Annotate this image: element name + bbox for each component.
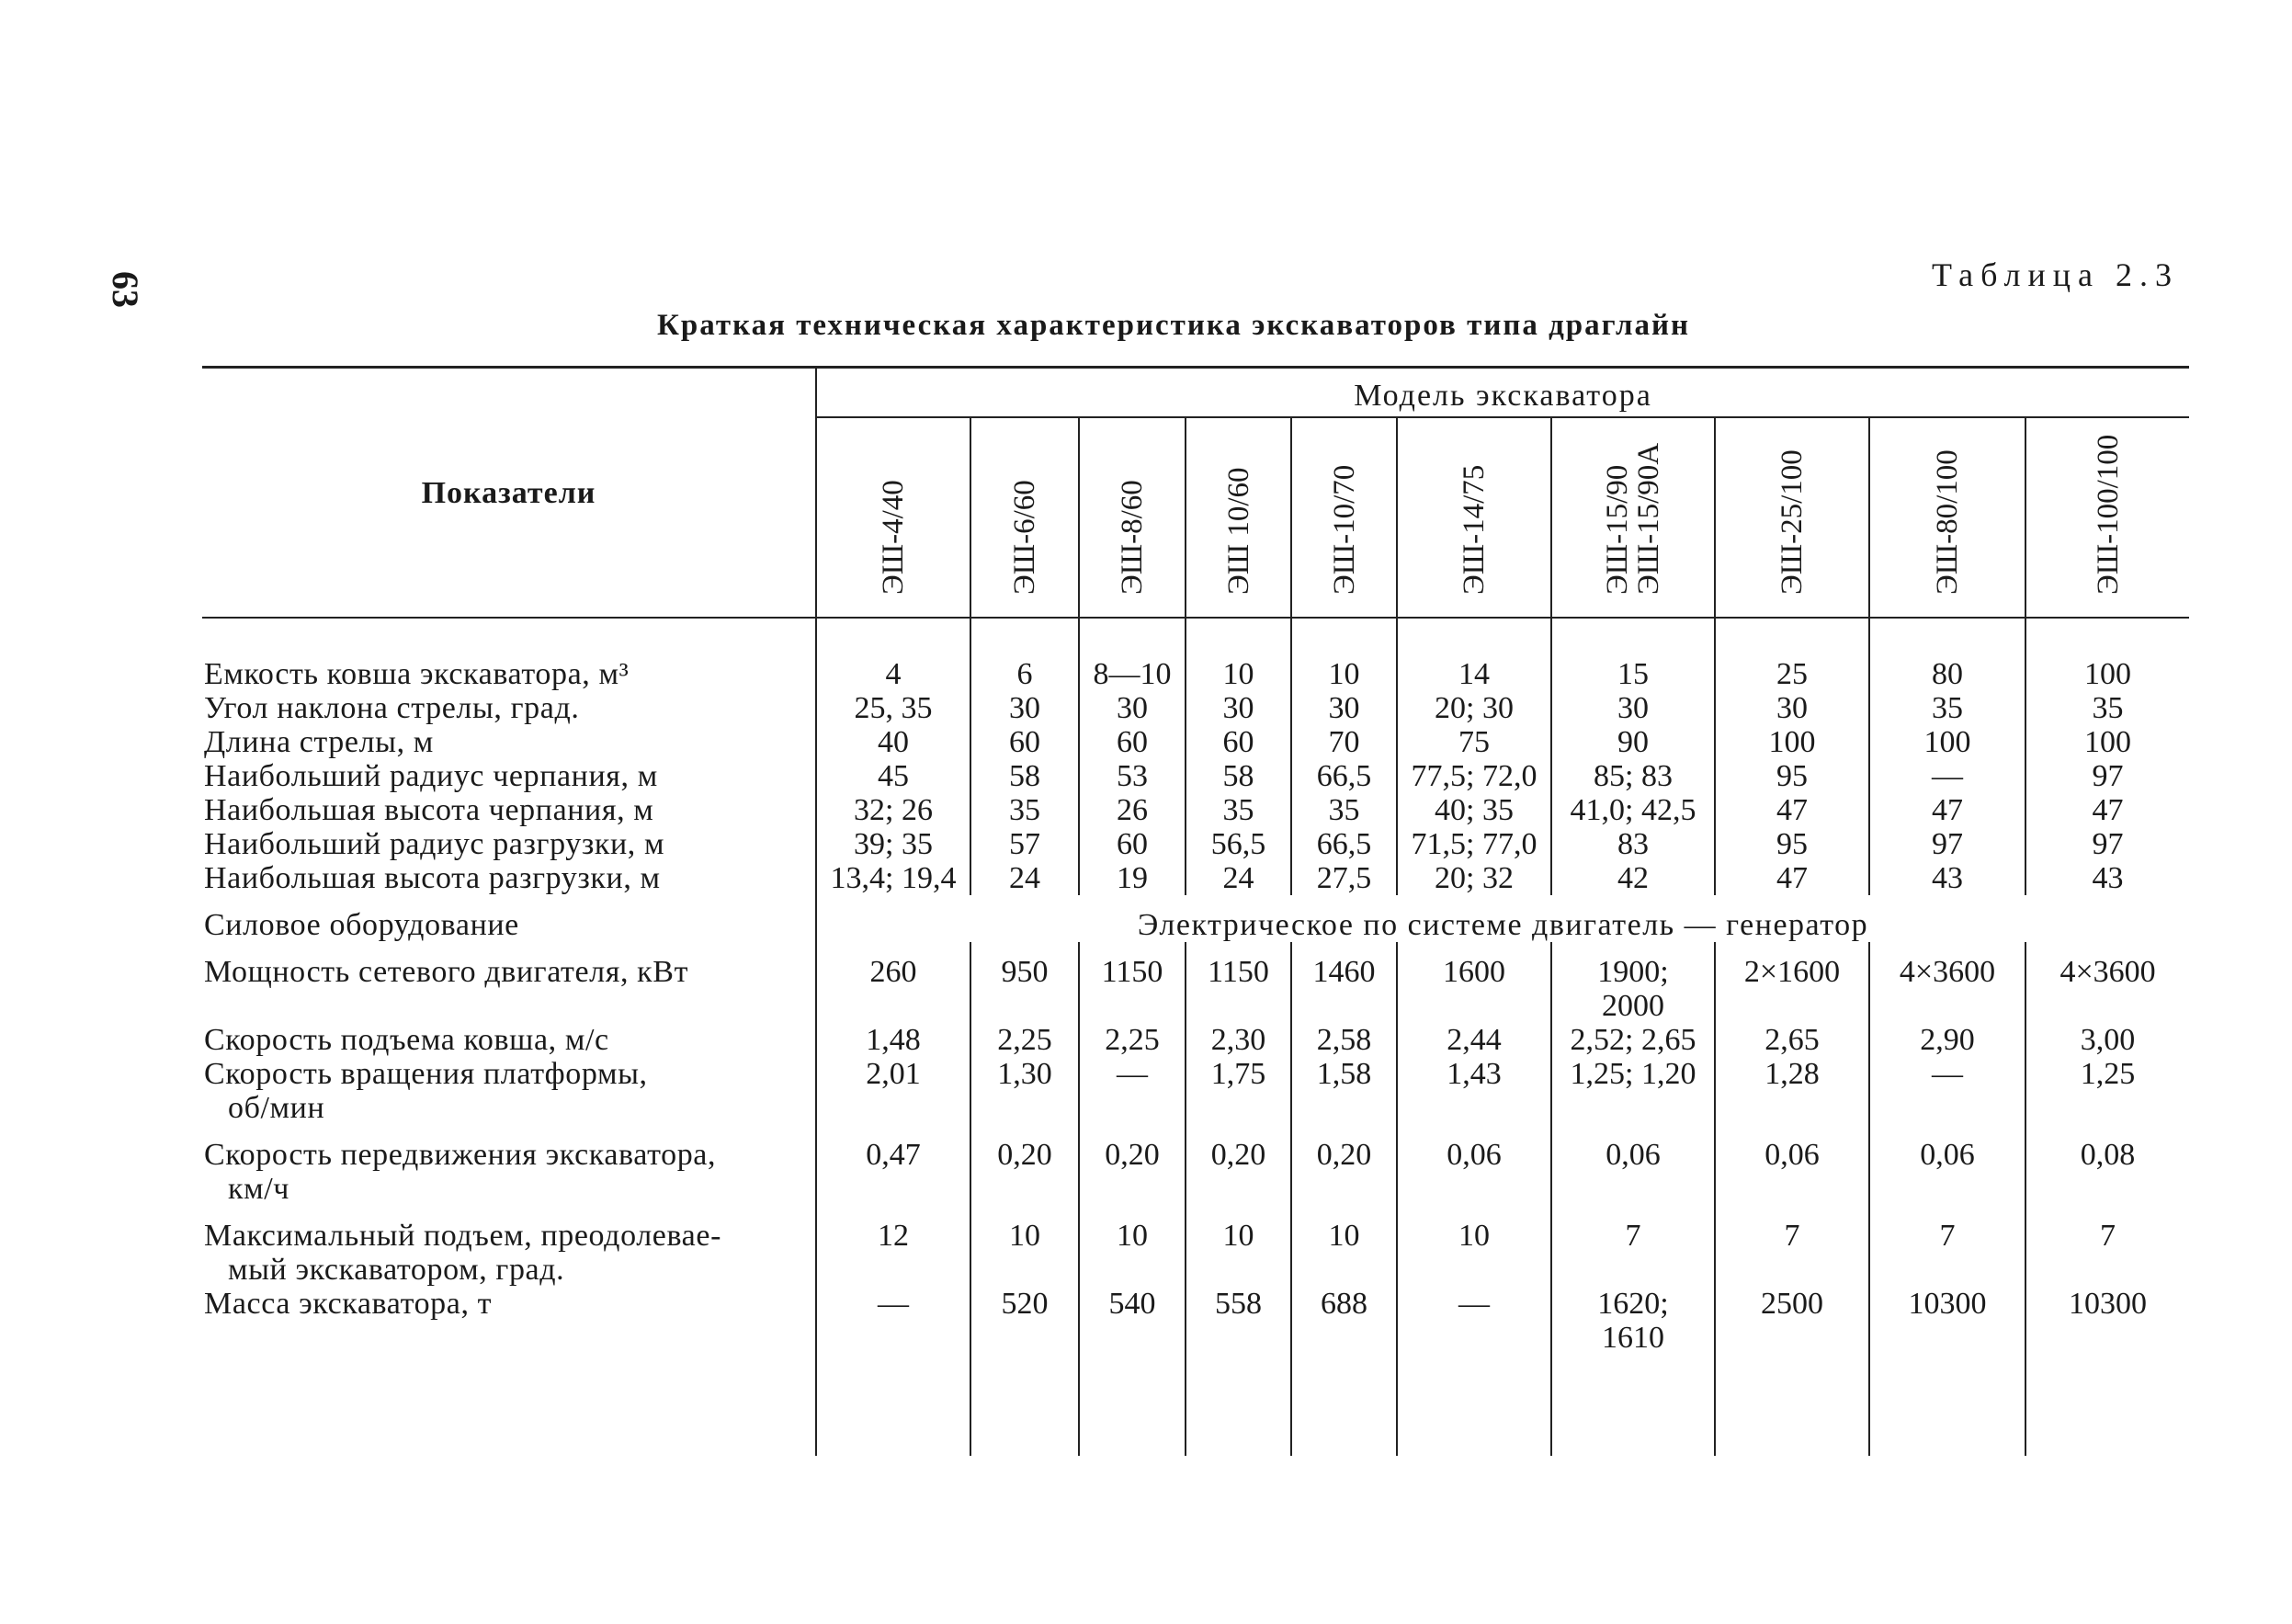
indicator-label xyxy=(202,691,816,725)
table-row xyxy=(202,725,2189,759)
spec-table xyxy=(202,366,2189,1456)
table-cell: 2,01 xyxy=(816,1057,970,1125)
table-cell: 35 xyxy=(970,793,1079,827)
table-cell: 35 xyxy=(1291,793,1397,827)
model-name: ЭШ-6/60 xyxy=(1008,480,1041,595)
indicator-label-text: Масса экскаватора, т xyxy=(204,1287,493,1321)
model-header-6 xyxy=(1397,417,1551,618)
table-cell: 14 xyxy=(1397,644,1551,691)
table-row xyxy=(202,1023,2189,1057)
table-cell: 71,5; 77,0 xyxy=(1397,827,1551,861)
indicator-label-continuation: км/ч xyxy=(228,1172,289,1206)
table-cell: 58 xyxy=(1186,759,1291,793)
power-equipment-row xyxy=(202,895,2189,942)
table-cell: 688 xyxy=(1291,1287,1397,1355)
table-row xyxy=(202,1206,2189,1287)
model-name: ЭШ-8/60 xyxy=(1116,480,1149,595)
table-cell: 4×3600 xyxy=(1869,942,2025,1023)
table-cell: 60 xyxy=(1186,725,1291,759)
table-cell: 10 xyxy=(1186,644,1291,691)
indicator-label-text: Длина стрелы, м xyxy=(204,725,434,759)
table-row xyxy=(202,1287,2189,1355)
indicator-label-text: Наибольший радиус разгрузки, м xyxy=(204,827,665,861)
table-cell: 4 xyxy=(816,644,970,691)
table-header xyxy=(202,368,2189,619)
model-name: ЭШ-10/70 xyxy=(1327,464,1361,595)
table-cell: 0,06 xyxy=(1869,1125,2025,1206)
table-cell: 15 xyxy=(1551,644,1715,691)
indicator-label xyxy=(202,1287,816,1355)
table-cell: 97 xyxy=(1869,827,2025,861)
table-cell: 0,06 xyxy=(1397,1125,1551,1206)
table-cell: 40; 35 xyxy=(1397,793,1551,827)
table-cell: 35 xyxy=(1186,793,1291,827)
table-row xyxy=(202,691,2189,725)
table-cell: 97 xyxy=(2025,827,2189,861)
model-header-1 xyxy=(816,417,970,618)
table-cell: 58 xyxy=(970,759,1079,793)
table-cell: — xyxy=(816,1287,970,1355)
table-cell: 520 xyxy=(970,1287,1079,1355)
table-cell: 7 xyxy=(2025,1206,2189,1287)
table-cell: 13,4; 19,4 xyxy=(816,861,970,895)
model-name: ЭШ-4/40 xyxy=(877,480,910,595)
power-equipment-label: Силовое оборудование xyxy=(202,895,816,942)
table-cell: 1600 xyxy=(1397,942,1551,1023)
table-cell: 2,52; 2,65 xyxy=(1551,1023,1715,1057)
table-cell: 47 xyxy=(1869,793,2025,827)
table-cell: — xyxy=(1869,759,2025,793)
table-cell: 0,20 xyxy=(1079,1125,1186,1206)
table-cell: 10 xyxy=(1291,644,1397,691)
table-cell: 6 xyxy=(970,644,1079,691)
table-cell: 7 xyxy=(1869,1206,2025,1287)
table-cell: — xyxy=(1079,1057,1186,1125)
table-cell: 24 xyxy=(1186,861,1291,895)
table-cell: 2,44 xyxy=(1397,1023,1551,1057)
table-cell: 43 xyxy=(2025,861,2189,895)
table-cell: 47 xyxy=(1715,861,1869,895)
indicator-label xyxy=(202,861,816,895)
model-header-8 xyxy=(1715,417,1869,618)
table-cell: 558 xyxy=(1186,1287,1291,1355)
table-cell: 41,0; 42,5 xyxy=(1551,793,1715,827)
table-row xyxy=(202,861,2189,895)
indicator-label xyxy=(202,942,816,1023)
indicator-label-continuation: мый экскаватором, град. xyxy=(228,1253,565,1287)
table-cell: 0,06 xyxy=(1551,1125,1715,1206)
indicator-label xyxy=(202,793,816,827)
indicator-label-text: Наибольший радиус черпания, м xyxy=(204,759,658,793)
model-name: ЭШ-14/75 xyxy=(1458,464,1491,595)
table-cell: 66,5 xyxy=(1291,827,1397,861)
table-cell: 40 xyxy=(816,725,970,759)
spacer-row xyxy=(202,618,2189,644)
table-cell: 25 xyxy=(1715,644,1869,691)
model-header-3 xyxy=(1079,417,1186,618)
table-cell: 30 xyxy=(1291,691,1397,725)
table-body xyxy=(202,618,2189,1456)
indicator-label-text: Угол наклона стрелы, град. xyxy=(204,691,580,725)
table-cell: 0,20 xyxy=(970,1125,1079,1206)
table-cell: 1,30 xyxy=(970,1057,1079,1125)
table-cell: 100 xyxy=(1869,725,2025,759)
table-cell: 30 xyxy=(1551,691,1715,725)
table-cell: 540 xyxy=(1079,1287,1186,1355)
indicator-label xyxy=(202,1125,816,1206)
table-cell: 2,65 xyxy=(1715,1023,1869,1057)
power-equipment-value: Электрическое по системе двигатель — генератор xyxy=(816,895,2189,942)
table-tail xyxy=(202,1355,2189,1456)
indicator-label xyxy=(202,644,816,691)
table-cell: 47 xyxy=(2025,793,2189,827)
table-cell: 45 xyxy=(816,759,970,793)
table-cell: 0,20 xyxy=(1186,1125,1291,1206)
indicator-label-text: Наибольшая высота разгрузки, м xyxy=(204,861,661,895)
indicator-label xyxy=(202,725,816,759)
table-cell: 2500 xyxy=(1715,1287,1869,1355)
table-cell: 10 xyxy=(1186,1206,1291,1287)
table-cell: 2,90 xyxy=(1869,1023,2025,1057)
table-row xyxy=(202,827,2189,861)
table-title: Краткая техническая характеристика экскаваторов типа драглайн xyxy=(656,309,1691,342)
table-cell: 10300 xyxy=(1869,1287,2025,1355)
indicator-label xyxy=(202,1206,816,1287)
table-cell: 100 xyxy=(2025,644,2189,691)
table-cell: 1620; 1610 xyxy=(1551,1287,1715,1355)
table-cell: 83 xyxy=(1551,827,1715,861)
model-header-4 xyxy=(1186,417,1291,618)
table-cell: 1,28 xyxy=(1715,1057,1869,1125)
table-cell: 7 xyxy=(1715,1206,1869,1287)
indicator-label xyxy=(202,827,816,861)
table-cell: 8—10 xyxy=(1079,644,1186,691)
indicator-label-text: Емкость ковша экскаватора, м³ xyxy=(204,657,630,691)
table-cell: 66,5 xyxy=(1291,759,1397,793)
table-cell: 90 xyxy=(1551,725,1715,759)
table-cell: 60 xyxy=(1079,725,1186,759)
table-cell: 0,06 xyxy=(1715,1125,1869,1206)
indicator-label xyxy=(202,1023,816,1057)
model-name: ЭШ-25/100 xyxy=(1776,449,1809,595)
table-cell: 100 xyxy=(2025,725,2189,759)
table-cell: 1460 xyxy=(1291,942,1397,1023)
table-cell: 10 xyxy=(1291,1206,1397,1287)
table-cell: 1900; 2000 xyxy=(1551,942,1715,1023)
table-cell: 97 xyxy=(2025,759,2189,793)
table-row xyxy=(202,1057,2189,1125)
indicator-label-text: Максимальный подъем, преодолевае- xyxy=(204,1219,721,1253)
model-name: ЭШ-80/100 xyxy=(1931,449,1964,595)
table-cell: 20; 32 xyxy=(1397,861,1551,895)
table-cell: — xyxy=(1869,1057,2025,1125)
table-cell: 35 xyxy=(1869,691,2025,725)
table-cell: 95 xyxy=(1715,759,1869,793)
table-cell: 30 xyxy=(1186,691,1291,725)
table-cell: 2,25 xyxy=(970,1023,1079,1057)
table-cell: 100 xyxy=(1715,725,1869,759)
table-cell: 2,25 xyxy=(1079,1023,1186,1057)
table-cell: 1,75 xyxy=(1186,1057,1291,1125)
table-cell: 2,58 xyxy=(1291,1023,1397,1057)
table-cell: 10 xyxy=(1397,1206,1551,1287)
indicator-label xyxy=(202,759,816,793)
table-cell: 25, 35 xyxy=(816,691,970,725)
table-cell: 60 xyxy=(1079,827,1186,861)
table-cell: 10300 xyxy=(2025,1287,2189,1355)
model-name: ЭШ-15/90 ЭШ-15/90А xyxy=(1601,442,1665,595)
table-cell: 260 xyxy=(816,942,970,1023)
table-cell: 0,47 xyxy=(816,1125,970,1206)
indicator-label-continuation: об/мин xyxy=(228,1091,325,1125)
table-cell: 0,20 xyxy=(1291,1125,1397,1206)
indicator-label-text: Мощность сетевого двигателя, кВт xyxy=(204,955,689,989)
table-cell: 1,43 xyxy=(1397,1057,1551,1125)
table-cell: 10 xyxy=(970,1206,1079,1287)
table-cell: 24 xyxy=(970,861,1079,895)
model-header-2 xyxy=(970,417,1079,618)
table-cell: 60 xyxy=(970,725,1079,759)
table-cell: 1150 xyxy=(1079,942,1186,1023)
table-cell: 95 xyxy=(1715,827,1869,861)
spec-table-container xyxy=(202,366,2171,1456)
table-cell: 7 xyxy=(1551,1206,1715,1287)
table-row xyxy=(202,759,2189,793)
model-name: ЭШ 10/60 xyxy=(1221,467,1255,595)
table-cell: 39; 35 xyxy=(816,827,970,861)
indicator-label-text: Наибольшая высота черпания, м xyxy=(204,793,654,827)
model-header-9 xyxy=(1869,417,2025,618)
table-cell: 70 xyxy=(1291,725,1397,759)
table-cell: 85; 83 xyxy=(1551,759,1715,793)
table-cell: 3,00 xyxy=(2025,1023,2189,1057)
table-cell: 1,25 xyxy=(2025,1057,2189,1125)
table-cell: 30 xyxy=(1715,691,1869,725)
model-header-7 xyxy=(1551,417,1715,618)
table-cell: 30 xyxy=(1079,691,1186,725)
table-cell: 26 xyxy=(1079,793,1186,827)
table-cell: 42 xyxy=(1551,861,1715,895)
table-cell: 80 xyxy=(1869,644,2025,691)
table-cell: 1,25; 1,20 xyxy=(1551,1057,1715,1125)
table-cell: 32; 26 xyxy=(816,793,970,827)
indicator-header: Показатели xyxy=(202,368,816,619)
table-cell: 12 xyxy=(816,1206,970,1287)
indicator-label-text: Скорость передвижения экскаватора, xyxy=(204,1138,717,1172)
indicator-label xyxy=(202,1057,816,1125)
table-cell: 53 xyxy=(1079,759,1186,793)
model-group-header: Модель экскаватора xyxy=(816,368,2189,418)
table-cell: 19 xyxy=(1079,861,1186,895)
table-row xyxy=(202,942,2189,1023)
table-cell: 950 xyxy=(970,942,1079,1023)
table-cell: 2×1600 xyxy=(1715,942,1869,1023)
model-header-5 xyxy=(1291,417,1397,618)
table-cell: 1150 xyxy=(1186,942,1291,1023)
table-cell: — xyxy=(1397,1287,1551,1355)
table-row xyxy=(202,793,2189,827)
table-row xyxy=(202,1125,2189,1206)
table-cell: 2,30 xyxy=(1186,1023,1291,1057)
page-number: 63 xyxy=(105,271,146,308)
table-cell: 56,5 xyxy=(1186,827,1291,861)
table-cell: 4×3600 xyxy=(2025,942,2189,1023)
table-row xyxy=(202,644,2189,691)
table-cell: 27,5 xyxy=(1291,861,1397,895)
table-cell: 1,48 xyxy=(816,1023,970,1057)
table-cell: 75 xyxy=(1397,725,1551,759)
table-cell: 43 xyxy=(1869,861,2025,895)
model-name: ЭШ-100/100 xyxy=(2091,434,2125,595)
indicator-label-text: Скорость подъема ковша, м/с xyxy=(204,1023,609,1057)
table-cell: 30 xyxy=(970,691,1079,725)
table-cell: 47 xyxy=(1715,793,1869,827)
table-cell: 57 xyxy=(970,827,1079,861)
table-cell: 1,58 xyxy=(1291,1057,1397,1125)
model-header-10 xyxy=(2025,417,2189,618)
table-cell: 20; 30 xyxy=(1397,691,1551,725)
indicator-label-text: Скорость вращения платформы, xyxy=(204,1057,648,1091)
table-cell: 35 xyxy=(2025,691,2189,725)
table-cell: 0,08 xyxy=(2025,1125,2189,1206)
table-cell: 77,5; 72,0 xyxy=(1397,759,1551,793)
table-label: Таблица 2.3 xyxy=(1932,256,2179,293)
table-cell: 10 xyxy=(1079,1206,1186,1287)
